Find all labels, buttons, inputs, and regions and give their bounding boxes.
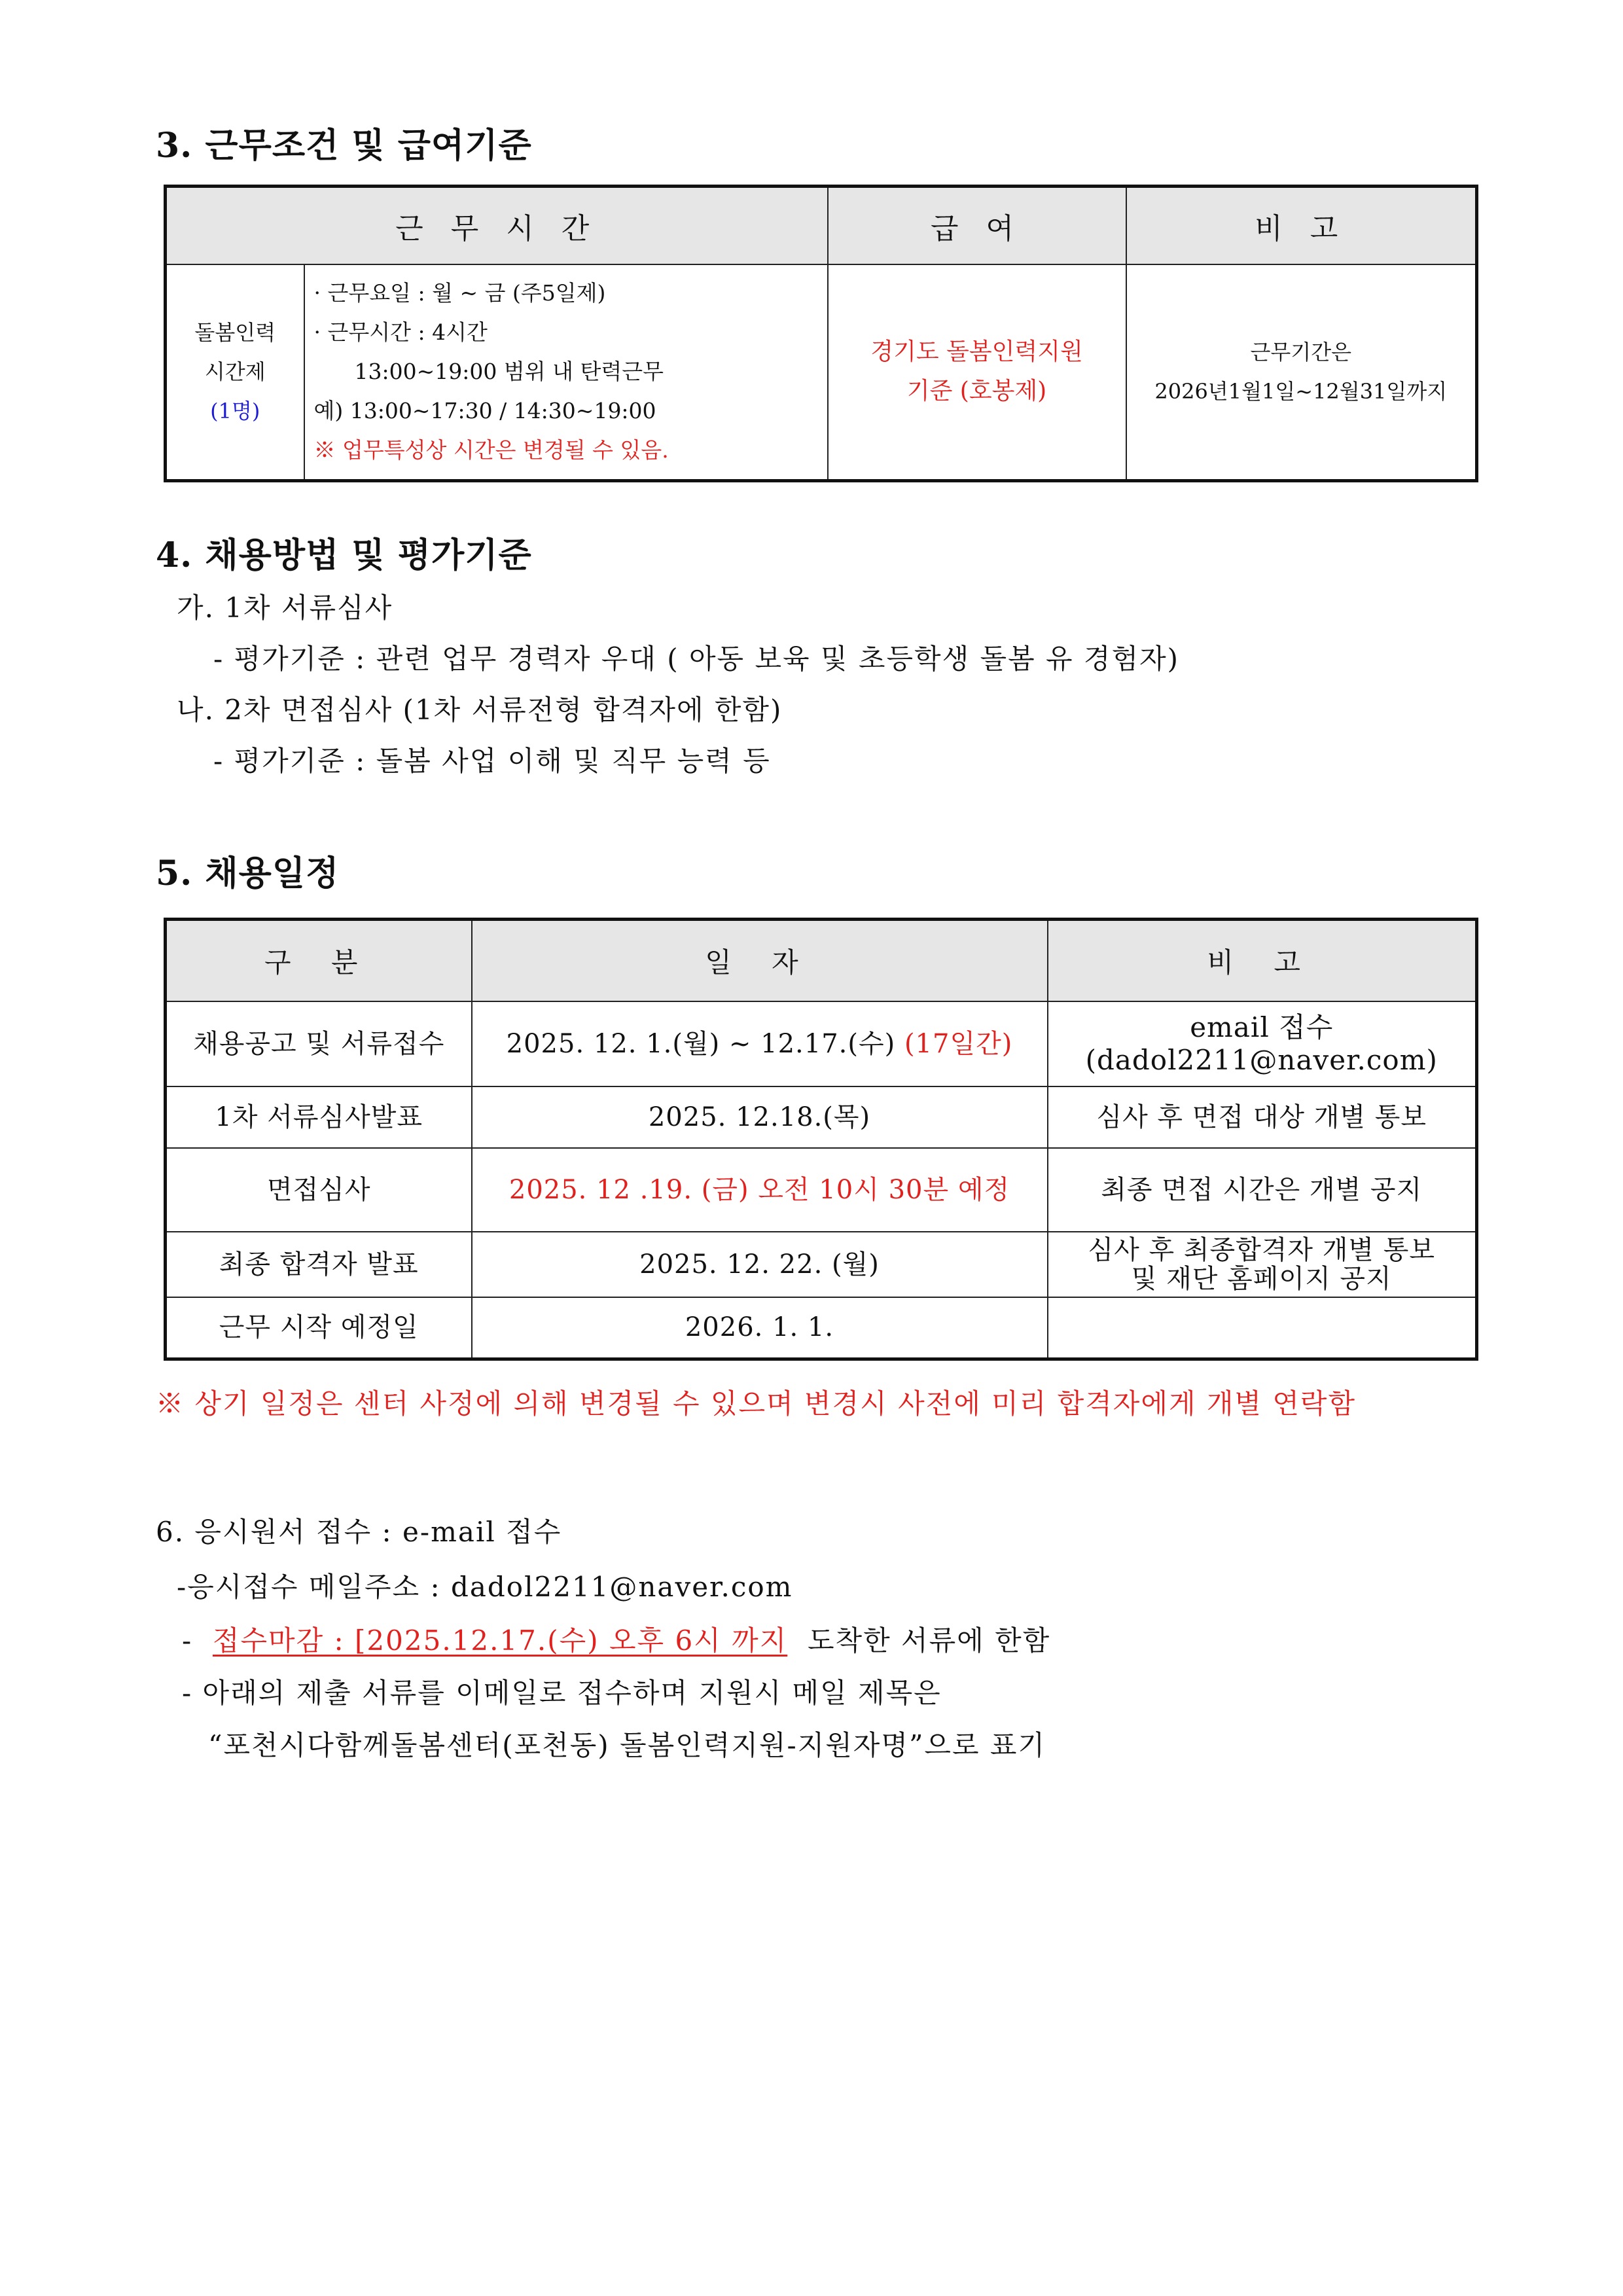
pay-line-2: 기준 (호봉제) xyxy=(906,378,1047,405)
step-2-criteria: - 평가기준 : 돌봄 사업 이해 및 직무 능력 등 xyxy=(213,745,771,777)
header-note: 비 고 xyxy=(1048,920,1477,1002)
deadline: 접수마감 : [2025.12.17.(수) 오후 6시 까지 xyxy=(212,1624,788,1657)
example-shifts: 예) 13:00~17:30 / 14:30~19:00 xyxy=(313,398,656,424)
note-line-2: 및 재단 홈페이지 공지 xyxy=(1131,1264,1392,1294)
schedule-note xyxy=(1048,1232,1477,1297)
header-work-hours: 근 무 시 간 xyxy=(166,187,828,265)
change-warning: ※ 업무특성상 시간은 변경될 수 있음. xyxy=(313,437,669,463)
date-duration: (17일간) xyxy=(904,1029,1013,1059)
header-category: 구 분 xyxy=(166,920,472,1002)
email-subject-format: “포천시다함께돌봄센터(포천동) 돌봄인력지원-지원자명”으로 표기 xyxy=(208,1729,1046,1761)
note-line-2: (dadol2211@naver.com) xyxy=(1085,1044,1438,1076)
table-row xyxy=(166,1148,1477,1232)
note-cell xyxy=(1126,264,1477,480)
note-line-2: 2026년1월1일~12월31일까지 xyxy=(1154,379,1448,404)
note-line-1: 근무기간은 xyxy=(1250,340,1352,365)
schedule-date: 2026. 1. 1. xyxy=(472,1297,1048,1359)
schedule-label: 최종 합격자 발표 xyxy=(166,1232,472,1297)
schedule-note xyxy=(1048,1001,1477,1086)
step-2-interview: 나. 2차 면접심사 (1차 서류전형 합격자에 한함) xyxy=(177,694,783,726)
step-1-criteria: - 평가기준 : 관련 업무 경력자 우대 ( 아동 보육 및 초등학생 돌봄 유 경험자) xyxy=(213,643,1180,675)
schedule-date: 2025. 12.18.(목) xyxy=(472,1086,1048,1148)
schedule-label: 근무 시작 예정일 xyxy=(166,1297,472,1359)
table-row xyxy=(166,1232,1477,1297)
work-hours: · 근무시간 : 4시간 xyxy=(313,319,488,346)
table-row xyxy=(166,1297,1477,1359)
note-line-1: email 접수 xyxy=(1190,1011,1334,1043)
application-email: -응시접수 메일주소 : dadol2211@naver.com xyxy=(177,1571,793,1603)
position-type: 시간제 xyxy=(204,359,266,385)
deadline-line xyxy=(182,1619,1050,1659)
position-count: (1명) xyxy=(210,399,260,424)
position-cell xyxy=(166,264,304,480)
pay-cell xyxy=(828,264,1126,480)
header-note: 비 고 xyxy=(1126,187,1477,265)
table-row xyxy=(166,1086,1477,1148)
schedule-note: 심사 후 면접 대상 개별 통보 xyxy=(1048,1086,1477,1148)
header-date: 일 자 xyxy=(472,920,1048,1002)
table-header-row xyxy=(166,920,1477,1002)
flex-range: 13:00~19:00 범위 내 탄력근무 xyxy=(354,359,664,385)
section-4-title: 4. 채용방법 및 평가기준 xyxy=(156,535,532,575)
schedule-label: 1차 서류심사발표 xyxy=(166,1086,472,1148)
schedule-note xyxy=(1048,1297,1477,1359)
email-instruction: - 아래의 제출 서류를 이메일로 접수하며 지원시 메일 제목은 xyxy=(182,1677,942,1709)
table-header-row xyxy=(166,187,1477,265)
date-range: 2025. 12. 1.(월) ~ 12.17.(수) xyxy=(506,1029,896,1059)
schedule-label: 채용공고 및 서류접수 xyxy=(166,1001,472,1086)
table-row xyxy=(166,264,1477,480)
note-line-1: 심사 후 최종합격자 개별 통보 xyxy=(1088,1235,1436,1265)
deadline-dash: - xyxy=(182,1624,193,1657)
step-1-document-review: 가. 1차 서류심사 xyxy=(177,592,393,624)
work-days: · 근무요일 : 월 ~ 금 (주5일제) xyxy=(313,280,606,306)
section-5-title: 5. 채용일정 xyxy=(156,853,340,893)
pay-line-1: 경기도 돌봄인력지원 xyxy=(870,338,1083,366)
schedule-notice: ※ 상기 일정은 센터 사정에 의해 변경될 수 있으며 변경시 사전에 미리 합격자에게 개별 연락함 xyxy=(156,1388,1357,1420)
section-6-title: 6. 응시원서 접수 : e-mail 접수 xyxy=(156,1516,562,1548)
schedule-date: 2025. 12 .19. (금) 오전 10시 30분 예정 xyxy=(472,1148,1048,1232)
conditions-cell xyxy=(304,264,828,480)
schedule-date: 2025. 12. 22. (월) xyxy=(472,1232,1048,1297)
work-conditions-table xyxy=(164,185,1478,482)
header-pay: 급 여 xyxy=(828,187,1126,265)
schedule-note: 최종 면접 시간은 개별 공지 xyxy=(1048,1148,1477,1232)
position-name: 돌봄인력 xyxy=(194,320,276,346)
section-3-title: 3. 근무조건 및 급여기준 xyxy=(156,126,532,166)
schedule-label: 면접심사 xyxy=(166,1148,472,1232)
table-row xyxy=(166,1001,1477,1086)
deadline-tail: 도착한 서류에 한함 xyxy=(807,1624,1051,1657)
schedule-date xyxy=(472,1001,1048,1086)
schedule-table xyxy=(164,918,1478,1361)
